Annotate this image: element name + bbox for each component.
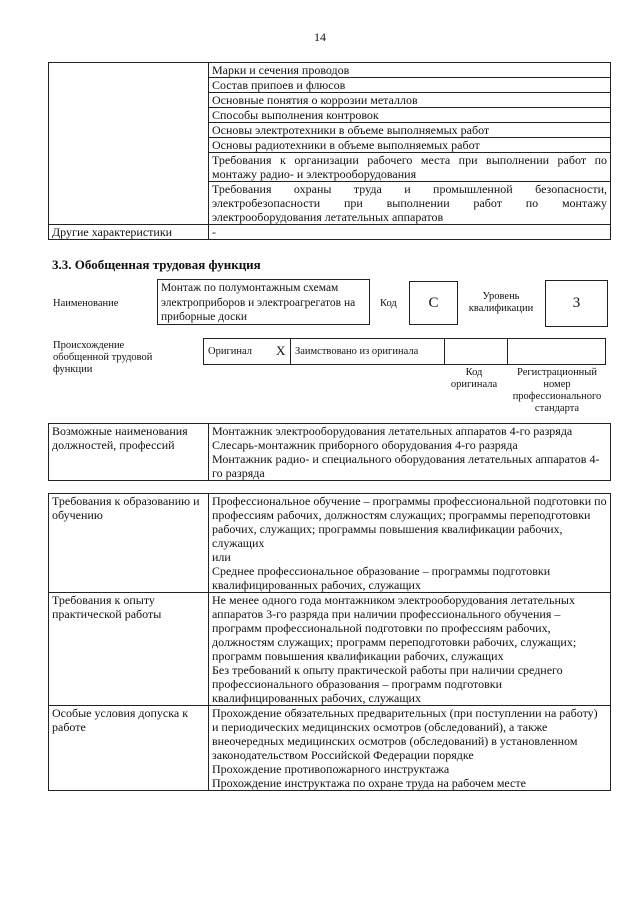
admission-cell — [209, 706, 611, 791]
requirement-line: или — [212, 550, 231, 564]
position-line: Монтажник электрооборудования летательных аппаратов 4-го разряда — [212, 424, 573, 438]
position-line: Монтажник радио- и специального оборудования летательных аппаратов 4-го разряда — [212, 452, 600, 480]
other-characteristics-label: Другие характеристики — [49, 225, 209, 240]
education-cell — [209, 494, 611, 593]
education-label: Требования к образованию и обучению — [49, 494, 209, 593]
origin-label: Происхождение обобщенной трудовой функции — [53, 340, 153, 375]
origin-divider — [507, 339, 508, 364]
section-title: 3.3. Обобщенная трудовая функция — [52, 257, 261, 272]
requirement-line: Среднее профессиональное образование – программы подготовки квалифицированных рабочих, служащих — [212, 564, 551, 592]
qualification-level-box: 3 — [545, 280, 608, 327]
code-label: Код — [380, 298, 397, 309]
knowledge-item: Требования охраны труда и промышленной безопасности, электробезопасности при выполнении работ по монтажу электрооборудования летательных аппаратов — [209, 182, 611, 225]
name-label: Наименование — [53, 298, 119, 309]
knowledge-table — [48, 62, 611, 240]
knowledge-item: Основные понятия о коррозии металлов — [209, 93, 611, 108]
requirement-line: Не менее одного года монтажником электрооборудования летательных аппаратов 3-го разряда при наличии профессионального обучения – программ профессиональной подготовки по профессиям рабочих, должностям служащих; программ переподготовки рабочих, служащих; программ повышения квалификации рабочих, служащих — [212, 593, 577, 663]
function-name-box: Монтаж по полумонтажным схемам электроприборов и электроагрегатов на приборные доски — [157, 279, 370, 325]
knowledge-item: Основы радиотехники в объеме выполняемых работ — [209, 138, 611, 153]
borrowed-label: Заимствовано из оригинала — [295, 346, 419, 357]
requirements-table — [48, 493, 611, 791]
admission-label: Особые условия допуска к работе — [49, 706, 209, 791]
origin-divider — [290, 339, 291, 364]
other-characteristics-value: - — [209, 225, 611, 240]
knowledge-left-cell — [49, 63, 209, 225]
level-label: Уровень квалификации — [468, 291, 534, 314]
reg-number-caption: Регистрационный номер профессионального стандарта — [512, 367, 602, 414]
positions-cell — [209, 424, 611, 481]
knowledge-item: Способы выполнения контровок — [209, 108, 611, 123]
knowledge-item: Состав припоев и флюсов — [209, 78, 611, 93]
knowledge-item: Основы электротехники в объеме выполняемых работ — [209, 123, 611, 138]
code-original-caption: Код оригинала — [450, 367, 498, 390]
knowledge-item: Требования к организации рабочего места при выполнении работ по монтажу радио- и электрооборудования — [209, 153, 611, 182]
original-label: Оригинал — [208, 346, 252, 357]
requirement-line: Без требований к опыту практической работы при наличии среднего профессионального образования – программ подготовки квалифицированных рабочих, служащих — [212, 663, 563, 705]
positions-label: Возможные наименования должностей, профессий — [49, 424, 209, 481]
requirement-line: Прохождение инструктажа по охране труда на рабочем месте — [212, 776, 526, 790]
knowledge-item: Марки и сечения проводов — [209, 63, 611, 78]
requirement-line: Прохождение обязательных предварительных (при поступлении на работу) и периодических медицинских осмотров (обследований), а также внеочередных медицинских осмотров (обследований) в установленном законодательством Российской Федерации порядке — [212, 706, 598, 762]
requirement-line: Прохождение противопожарного инструктажа — [212, 762, 450, 776]
original-mark: X — [276, 343, 286, 358]
experience-label: Требования к опыту практической работы — [49, 593, 209, 706]
requirement-line: Профессиональное обучение – программы профессиональной подготовки по профессиям рабочих, должностям служащих; программы переподготовки рабочих, служащих; программы повышения квалификации рабочих, служащих — [212, 494, 607, 550]
origin-divider — [444, 339, 445, 364]
function-code-box: C — [409, 281, 458, 325]
position-line: Слесарь-монтажник приборного оборудования 4-го разряда — [212, 438, 518, 452]
origin-row — [203, 338, 606, 365]
experience-cell — [209, 593, 611, 706]
page-number: 14 — [314, 30, 326, 44]
positions-table — [48, 423, 611, 481]
